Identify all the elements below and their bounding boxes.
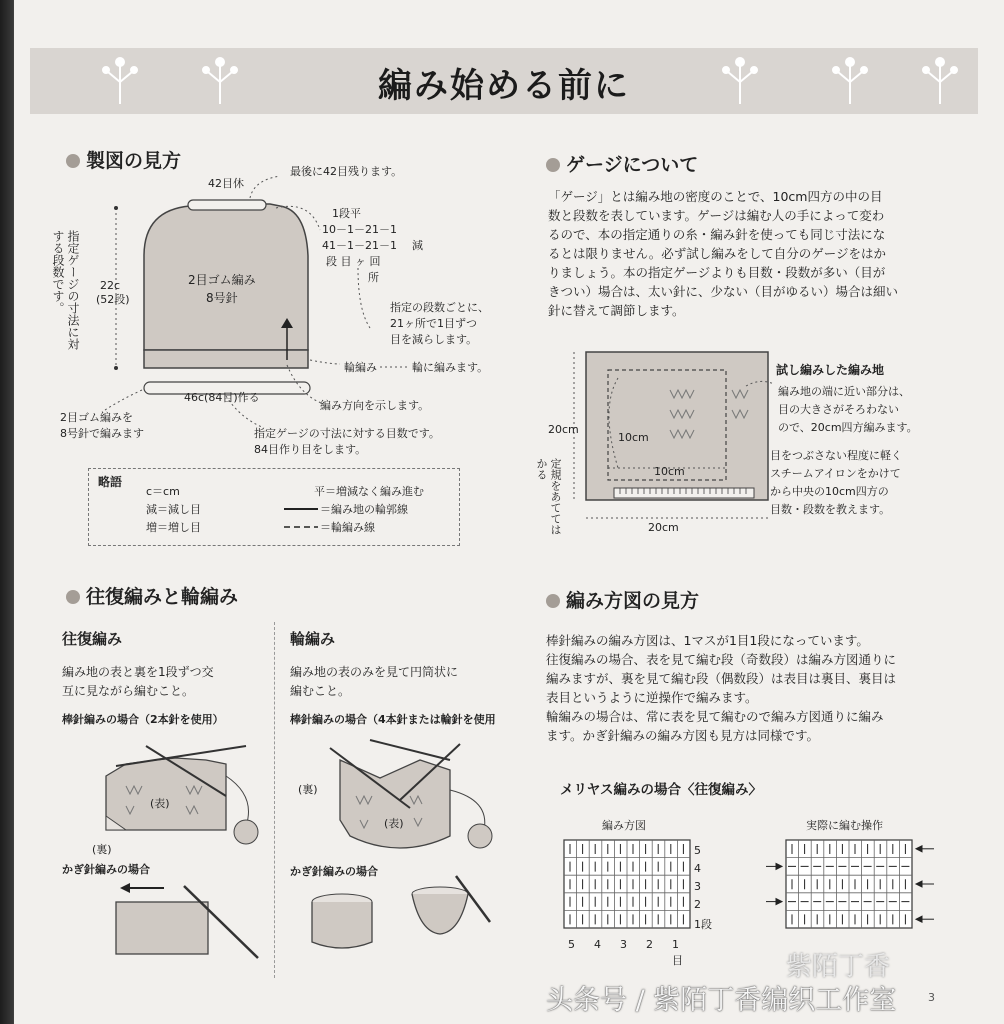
- line-legend: [282, 500, 322, 540]
- swatch-note-2: 目の大きさがそろわない: [778, 403, 899, 416]
- height-rows-label: (52段): [96, 293, 130, 306]
- chart-paragraph-1: 棒針編みの編み方図は、1マスが1目1段になっています。: [546, 633, 869, 648]
- abbreviation-title: 略語: [98, 475, 123, 489]
- flat-needle-case: 棒針編みの場合（2本針を使用）: [62, 713, 224, 726]
- chart-paragraph-5: 輪編みの場合は、常に表を見て編むので編み方図通りに編み: [546, 709, 884, 724]
- swatch-10cm-bottom: 10cm: [654, 465, 685, 478]
- abbr-flat: 平＝増減なく編み進む: [314, 485, 424, 498]
- gauge-paragraph-7: 針に替えて調節します。: [548, 303, 685, 318]
- row-label-4: 4: [694, 862, 701, 875]
- actual-operation-label: 実際に編む操作: [806, 819, 883, 832]
- bullet-dot-icon: [546, 158, 560, 172]
- round-crochet-case: かぎ針編みの場合: [290, 865, 378, 878]
- chart-paragraph-2: 往復編みの場合、表を見て編む段（奇数段）は編み方図通りに: [546, 652, 897, 667]
- decrease-line-5: 所: [368, 271, 379, 284]
- steam-note-1: 目をつぶさない程度に軽く: [770, 449, 902, 462]
- decrease-note-1: 指定の段数ごとに、: [390, 301, 489, 314]
- col-label-1: 1: [672, 938, 679, 951]
- flat-front-label: (表): [150, 797, 170, 810]
- abbr-outline: ＝編み地の輪郭線: [320, 503, 408, 516]
- col-label-3: 3: [620, 938, 627, 951]
- round-back-label: (裏): [298, 783, 318, 796]
- column-divider: [274, 622, 275, 978]
- round-desc-1: 編み地の表のみを見て円筒状に: [290, 665, 459, 679]
- flat-back-label: (裏): [92, 843, 112, 856]
- abbr-round-line: ＝輪編み線: [320, 521, 375, 534]
- swatch-10cm-inner: 10cm: [618, 431, 649, 444]
- decrease-line-3: 41－1－21－1: [322, 239, 397, 252]
- bottom-watermark: 头条号 / 紫陌丁香编织工作室: [546, 985, 897, 1016]
- flat-desc-2: 互に見ながら編むこと。: [62, 684, 195, 698]
- corner-watermark: 紫陌丁香: [786, 952, 891, 982]
- round-knit-label: 輪編み: [344, 361, 377, 374]
- height-label: 22c: [100, 279, 121, 292]
- steam-note-4: 目数・段数を教えます。: [770, 503, 891, 516]
- chart-paragraph-3: 編みますが、裏を見て編む段（偶数段）は表目は裏目、裏目は: [546, 671, 897, 686]
- decrease-note-3: 目を減らします。: [390, 333, 478, 346]
- direction-note: 編み方向を示します。: [320, 399, 430, 412]
- flat-crochet-case: かぎ針編みの場合: [62, 863, 150, 876]
- decrease-line-1: 1段平: [332, 207, 361, 220]
- gauge-swatch-diagram: [560, 348, 780, 538]
- gauge-paragraph-5: りましょう。本の指定ゲージよりも目数・段数が多い（目が: [548, 265, 886, 280]
- row-label-1: 1段: [694, 918, 712, 931]
- section-heading-drafting: 製図の見方: [66, 146, 181, 173]
- bullet-dot-icon: [66, 590, 80, 604]
- row-label-2: 2: [694, 898, 701, 911]
- round-knitting-illustration: [300, 730, 510, 860]
- chart-label: 編み方図: [602, 819, 646, 832]
- flat-crochet-illustration: [100, 880, 270, 960]
- round-knit-note: 輪に編みます。: [412, 361, 489, 374]
- decrease-line-4: 段 目 ヶ 回: [326, 255, 381, 268]
- actual-operation-grid: [764, 836, 944, 936]
- abbr-cm: c＝cm: [146, 485, 180, 498]
- decrease-note-2: 21ヶ所で1目ずつ: [390, 317, 477, 330]
- col-label-5: 5: [568, 938, 575, 951]
- flat-knitting-illustration: [86, 736, 276, 846]
- flat-desc-1: 編み地の表と裏を1段ずつ交: [62, 665, 214, 679]
- col-label-4: 4: [594, 938, 601, 951]
- rib-note-1: 2目ゴム編みを: [60, 411, 133, 424]
- round-desc-2: 編むこと。: [290, 684, 351, 698]
- rib-note-2: 8号針で編みます: [60, 427, 144, 440]
- swatch-title: 試し編みした編み地: [776, 363, 885, 377]
- needle-size-label: 8号針: [206, 291, 238, 305]
- chart-paragraph-4: 表目というように逆操作で編みます。: [546, 690, 758, 705]
- section-heading-gauge: ゲージについて: [546, 150, 698, 177]
- decrease-line-2: 10－1－21－1: [322, 223, 397, 236]
- rib-pattern-label: 2目ゴム編み: [188, 273, 256, 287]
- round-knit-title: 輪編み: [290, 630, 336, 648]
- round-front-label: (表): [384, 817, 404, 830]
- title-banner: [30, 48, 978, 114]
- cast-on-label: 46c(84目)作る: [184, 391, 260, 404]
- bullet-dot-icon: [546, 594, 560, 608]
- last-stitches-note: 最後に42目残ります。: [290, 165, 403, 178]
- row-label-5: 5: [694, 844, 701, 857]
- swatch-note-3: ので、20cm四方編みます。: [778, 421, 918, 434]
- flat-knit-title: 往復編み: [62, 630, 123, 648]
- bound-off-label: 42目休: [208, 177, 244, 190]
- gauge-paragraph-2: 数と段数を表しています。ゲージは編む人の手によって変わ: [548, 208, 885, 223]
- row-gauge-note: 指定ゲージの寸法に対する段数です。: [51, 230, 80, 350]
- abbr-increase: 増＝増し目: [146, 521, 201, 534]
- section-heading-flat-round: 往復編みと輪編み: [66, 582, 238, 609]
- row-label-3: 3: [694, 880, 701, 893]
- col-label-2: 2: [646, 938, 653, 951]
- gauge-paragraph-4: るとは限りません。必ず試し編みをして自分のゲージをはか: [548, 246, 887, 261]
- gauge-paragraph-3: るので、本の指定通りの糸・編み針を使っても同じ寸法にな: [548, 227, 886, 242]
- ruler-note: 定規をあててはかる: [535, 458, 562, 535]
- round-crochet-illustration: [300, 872, 500, 972]
- section-heading-chart: 編み方図の見方: [546, 586, 699, 613]
- stockinette-subheading: メリヤス編みの場合〈往復編み〉: [560, 782, 762, 798]
- steam-note-3: から中央の10cm四方の: [770, 485, 889, 498]
- swatch-20cm-bottom: 20cm: [648, 521, 679, 534]
- gauge-note-2: 84目作り目をします。: [254, 443, 367, 456]
- gauge-paragraph-6: きつい）場合は、太い針に、少ない（目がゆるい）場合は細い: [548, 284, 899, 299]
- gauge-paragraph-1: 「ゲージ」とは編み地の密度のことで、10cm四方の中の目: [548, 189, 883, 204]
- decrease-tag: 減: [412, 239, 423, 252]
- page-number: 3: [928, 991, 935, 1004]
- chart-paragraph-6: ます。かぎ針編みの編み方図も見方は同様です。: [546, 728, 820, 743]
- round-needle-case: 棒針編みの場合（4本針または輪針を使用: [290, 713, 496, 726]
- abbr-decrease: 減＝減し目: [146, 503, 201, 516]
- swatch-note-1: 編み地の端に近い部分は、: [778, 385, 910, 398]
- gauge-note-1: 指定ゲージの寸法に対する目数です。: [254, 427, 440, 440]
- steam-note-2: スチームアイロンをかけて: [770, 467, 901, 480]
- page-title: 編み始める前に: [378, 66, 630, 106]
- swatch-20cm-left: 20cm: [548, 423, 579, 436]
- col-unit-label: 目: [672, 954, 683, 967]
